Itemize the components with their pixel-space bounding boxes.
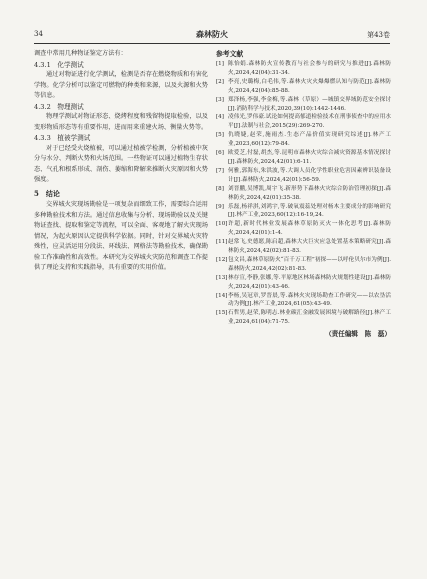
reference-number: [4] — [216, 114, 224, 121]
conclusion-heading: 5 结论 — [34, 188, 60, 198]
reference-item — [216, 309, 391, 327]
reference-item — [216, 274, 391, 292]
reference-text: 石哲男,赵荣,陈明志.林业碳汇金融发展困境与破解路径[J].林产工业,2024,61(04):71-75. — [228, 310, 391, 326]
reference-text: 仇晓婕,赵荣,施雨杰.生态产品价值实现研究综述[J].林产工业,2023,60(12):79-84. — [228, 132, 391, 148]
running-header — [34, 28, 390, 42]
reference-number: [12] — [216, 256, 228, 263]
reference-item — [216, 78, 391, 96]
reference-number: [7] — [216, 167, 224, 174]
left-column — [34, 49, 208, 274]
reference-item — [216, 131, 391, 149]
reference-number: [13] — [216, 274, 228, 281]
reference-number: [3] — [216, 96, 224, 103]
reference-text: 欧爱芝,付磊,胡杰,等.昆明市森林火灾综合减灾资源基本情况探讨[J].森林防火,2024,42(01):6-11. — [228, 150, 391, 165]
section-4-3-1-text: 通过对物证进行化学测试，检测是否存在燃烧物质和有害化学物。化学分析可以鉴定可燃物的种类和来源，以及火源和火势等信息。 — [34, 71, 208, 99]
reference-number: [1] — [216, 61, 224, 67]
reference-text: 陈怡娟.森林防火宣传教育与社会参与的研究与推进[J].森林防火,2024,42(04):31-34. — [228, 61, 391, 76]
reference-number: [8] — [216, 185, 224, 192]
volume-label: 第43卷 — [367, 31, 390, 39]
reference-number: [10] — [216, 221, 228, 228]
reference-number: [2] — [216, 78, 224, 85]
reference-text: 许超,新时代林业发展森林草原防灭火一体化思考[J].森林防火,2024,42(01):1-4. — [228, 221, 391, 237]
reference-text: 林存宣,李静,张娜,等.平原地区林场森林防火规划性建设[J].森林防火,2024,42(01):43-46. — [228, 274, 391, 290]
reference-list — [216, 60, 391, 327]
reference-item — [216, 256, 391, 274]
reference-item — [216, 167, 391, 185]
reference-text: 郑泽杨,李强,李金梅,等.森林（草原）—城镇交界域防范安全探讨[J].消防科学与技术,2020,39(10):1442-1446. — [228, 96, 391, 112]
reference-text: 赵常飞,史德愿,陈启超,森林大火巨灾应急处置基本策略研究[J].森林防火,2024,42(02):81-83. — [228, 239, 391, 255]
reference-number: [6] — [216, 150, 224, 157]
reference-number: [15] — [216, 310, 228, 317]
lead-text: 调查中常用几种物证鉴定方法有： — [34, 50, 127, 57]
reference-text: 乐磊,杨祥淇,刘鸿宇,等.破氧震蕊处理对杨木主要成分的影响研究[J].林产工业,2023,60(12):16-19,24. — [228, 203, 391, 219]
responsible-editor: （责任编辑 陈 磊） — [325, 330, 391, 339]
reference-item — [216, 238, 391, 256]
journal-name: 森林防火 — [196, 29, 228, 39]
reference-number: [11] — [216, 239, 228, 246]
references-title: 参考文献 — [216, 50, 244, 58]
reference-text: 李亮,史璐梅,白毛伟,等.森林火灾火爆爆燃认知与防范[J].森林防火,2024,42(04):85-88. — [228, 78, 391, 94]
section-4-3-2-text: 物理学测试对物证形态、烧烤程度和残留物提取检验，以及变形物质形态等有重要作用，进而用来重建火场、衡量火势等。 — [34, 113, 208, 131]
reference-text: 何雅,郭海东,朱洪波,等.大调人员化学性职业危害因素辨识装备设计[J].森林防火,2024,42(01):56-59. — [228, 167, 391, 183]
section-4-3-2-heading: 4.3.2 物理测试 — [34, 102, 84, 111]
reference-item — [216, 149, 391, 167]
section-4-3-3-text: 对于已经受火烧植被，可以通过植被学检测，分析植被中灰分与水分、判断火势和火场范围。一些物证可以通过植物生存状态、气孔和根系形成、剖伤、萎缩和降解来推断火灾原因和火势强度。 — [34, 144, 208, 183]
page-number: 34 — [34, 30, 43, 38]
section-4-3-1-heading: 4.3.1 化学测试 — [34, 60, 84, 69]
reference-item — [216, 60, 391, 78]
reference-item — [216, 203, 391, 221]
reference-text: 李杨,吴冠章,罗晋晨,等.森林火灾现场勘查工作研究——以农垦活动为例[J].林产工业,2024,61(05):43-49. — [228, 292, 391, 308]
reference-text: 凌伟光,罗伟豪.试论如何提高郁道检验技术在刑事侦查中的应用水平[J].法制与社会,2015(29):269-270. — [228, 114, 391, 130]
reference-item — [216, 185, 391, 203]
header-rule — [34, 43, 390, 44]
reference-item — [216, 292, 391, 310]
reference-number: [9] — [216, 203, 224, 210]
conclusion-text: 交界城火灾现场勘验是一项复杂而细致工作，需要综合运用多种勘验技术和方法。通过信息收集与分析、现场勘验以及关键物证查找、提取和鉴定等流程，可以全面、客观地了解火灾现场情况，为起火原因认定提供科学依据。同时，针对交界城火灾特殊性，应灵活运用分段法、环线法、网格法等勘验技术，确保勘验工作准确性和高效性。本研究为交界城火灾防范和调查工作提供了理论支持和实践指导，具有重要的实用价值。 — [34, 201, 208, 271]
reference-text: 刘晋鹏,吴博凯,周宇飞.新形势下森林火灾综合防治管理初探[J].森林防火,2024,42(01):35-38. — [228, 185, 391, 201]
reference-number: [5] — [216, 132, 224, 139]
reference-item — [216, 96, 391, 114]
reference-text: 包文昌,森林草原防火“百千万工程”初探——以呼伦贝尔市为例[J].森林防火,2024,42(02):81-83. — [228, 256, 391, 272]
reference-item — [216, 220, 391, 238]
reference-number: [14] — [216, 292, 228, 299]
right-column — [216, 49, 391, 339]
section-4-3-3-heading: 4.3.3 植被学测试 — [34, 134, 91, 142]
reference-item — [216, 113, 391, 131]
